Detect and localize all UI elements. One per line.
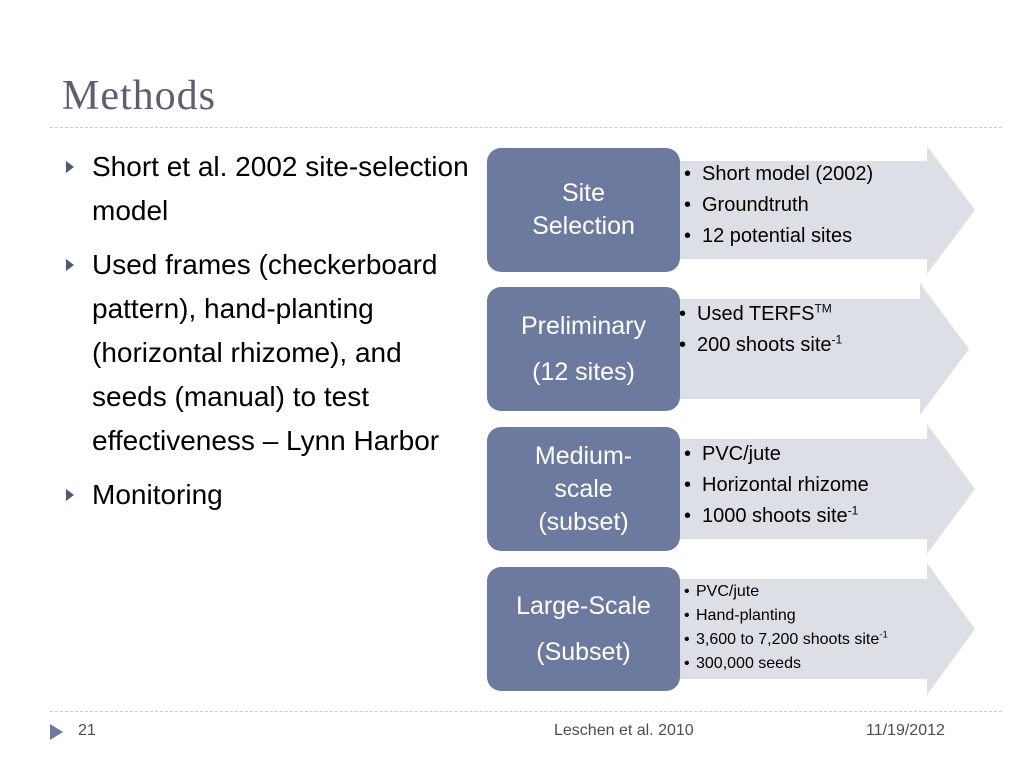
bullet-triangle-icon	[66, 161, 74, 173]
detail-item: • Used TERFS™	[679, 299, 842, 330]
footer-citation: Leschen et al. 2010	[554, 722, 694, 739]
stage-details	[684, 439, 869, 532]
stage-box	[487, 287, 680, 411]
bullet-triangle-icon	[66, 489, 74, 501]
slide-marker-icon	[50, 724, 63, 740]
stage-box-line: (subset)	[538, 507, 629, 536]
detail-item: • Groundtruth	[684, 190, 873, 221]
stage-details	[684, 580, 888, 676]
bullet-text: Short et al. 2002 site-selection model	[92, 151, 469, 226]
detail-item: • Short model (2002)	[684, 159, 873, 190]
footer-divider	[50, 711, 1002, 712]
stage-box-line: Selection	[532, 212, 635, 240]
process-stage-large-scale	[487, 563, 977, 695]
stage-box-line: (12 sites)	[532, 358, 635, 386]
detail-item: • Horizontal rhizome	[684, 470, 869, 501]
stage-box-line: Large-Scale	[516, 592, 651, 620]
stage-box-line: Medium-	[534, 441, 633, 470]
stage-box	[487, 148, 680, 272]
stage-details	[679, 299, 842, 361]
page-number: 21	[78, 722, 96, 739]
stage-box	[487, 567, 680, 691]
bullet-text: Monitoring	[92, 479, 223, 510]
detail-item: • 3,600 to 7,200 shoots site$^{-1}$	[684, 628, 888, 652]
detail-item: • 300,000 seeds	[684, 652, 888, 676]
footer-date: 11/19/2012	[866, 722, 945, 739]
stage-box-line: (Subset)	[536, 638, 631, 666]
bullet-item	[62, 473, 482, 517]
bullet-triangle-icon	[66, 259, 74, 271]
stage-details	[684, 159, 873, 252]
detail-item: • 1000 shoots site$^{-1}$	[684, 501, 869, 532]
slide-title: Methods	[62, 73, 216, 119]
process-stage-medium-scale	[487, 424, 977, 554]
detail-item: • PVC/jute	[684, 580, 888, 604]
title-divider	[50, 127, 1002, 128]
bullet-item	[62, 145, 482, 233]
detail-item: • Hand-planting	[684, 604, 888, 628]
detail-item: • 12 potential sites	[684, 221, 873, 252]
bullet-list	[62, 145, 482, 527]
stage-box-line: scale	[554, 474, 613, 503]
process-stage-preliminary	[487, 283, 977, 415]
bullet-text: Used frames (checkerboard pattern), hand-planting (horizontal rhizome), and seeds (manual) to test effectiveness – Lynn Harbor	[92, 249, 440, 456]
detail-item: • 200 shoots site$^{-1}$	[679, 330, 842, 361]
process-stage-site-selection	[487, 146, 977, 274]
bullet-item	[62, 243, 482, 463]
detail-item: • PVC/jute	[684, 439, 869, 470]
stage-box-line: Site	[561, 179, 606, 207]
stage-box-line: Preliminary	[520, 312, 647, 340]
stage-box	[487, 427, 680, 551]
